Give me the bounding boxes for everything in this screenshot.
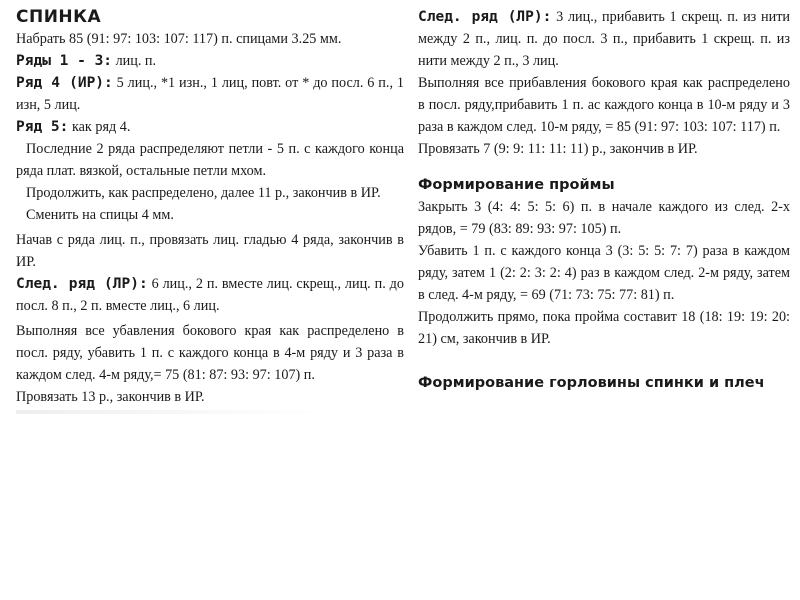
row-4-label: Ряд 4 (ИР): xyxy=(16,75,113,91)
right-column xyxy=(418,6,790,394)
cast-on-text: Набрать 85 (91: 97: 103: 107: 117) п. спицами 3.25 мм. xyxy=(16,31,342,47)
neck-shoulders-title: Формирование горловины спинки и плеч xyxy=(418,375,765,391)
rows-1-3-label: Ряды 1 - 3: xyxy=(16,53,113,69)
armhole-cast-off-text: Закрыть 3 (4: 4: 5: 5: 6) п. в начале каждого из след. 2-х рядов, = 79 (83: 89: 93: 97: 105) п. xyxy=(418,199,790,237)
next-row-increase-label: След. ряд (ЛР): xyxy=(418,9,552,25)
left-column xyxy=(16,6,404,414)
next-row-decrease xyxy=(16,273,404,317)
continue-11-text: Продолжить, как распределено, далее 11 р., закончив в ИР. xyxy=(26,185,381,201)
rows-1-3 xyxy=(16,50,404,72)
knit-7-text: Провязать 7 (9: 9: 11: 11: 11) р., закончив в ИР. xyxy=(418,141,698,157)
next-row-decrease-text: 6 лиц., 2 п. вместе лиц. скрещ., лиц. п. до посл. 8 п., 2 п. вместе лиц., 6 лиц. xyxy=(16,276,404,314)
row-5-text: как ряд 4. xyxy=(68,119,131,135)
change-needles-text: Сменить на спицы 4 мм. xyxy=(26,207,174,223)
decreases-text: Выполняя все убавления бокового края как распределено в посл. ряду, убавить 1 п. с каждого конца в 4-м ряду и 3 раза в каждом след. 4-м ряду,= 75 (81: 87: 93: 97: 107) п. xyxy=(16,323,404,383)
stockinette-text: Начав с ряда лиц. п., провязать лиц. гладью 4 ряда, закончив в ИР. xyxy=(16,232,404,270)
next-row-increase xyxy=(418,6,790,72)
next-row-increase-text: 3 лиц., прибавить 1 скрещ. п. из нити между 2 п., лиц. п. до посл. 3 п., прибавить 1 скрещ. п. из нити между 2 п., 3 лиц. xyxy=(418,9,791,69)
row-4 xyxy=(16,72,404,116)
knit-13-text: Провязать 13 р., закончив в ИР. xyxy=(16,389,205,405)
next-row-decrease-label: След. ряд (ЛР): xyxy=(16,276,148,292)
cropped-line xyxy=(16,410,404,414)
last-two-rows-text: Последние 2 ряда распределяют петли - 5 п. с каждого конца ряда плат. вязкой, остальные петли мхом. xyxy=(16,141,404,179)
armhole-straight-text: Продолжить прямо, пока пройма составит 18 (18: 19: 19: 20: 21) см, закончив в ИР. xyxy=(418,309,790,347)
armhole-decrease-text: Убавить 1 п. с каждого конца 3 (3: 5: 5: 7: 7) раза в каждом ряду, затем 1 (2: 2: 3: 2: 4) раз в каждом след. 2-м ряду, затем в след. 4-м ряду, = 69 (71: 73: 75: 77: 81) п. xyxy=(418,243,790,303)
increases-text: Выполняя все прибавления бокового края как распределено в посл. ряду,прибавить 1 п. ас каждого конца в 10-м ряду и 3 раза в каждом след. 10-м ряду, = 85 (91: 97: 103: 107: 117) п. xyxy=(418,75,790,135)
row-4-text: 5 лиц., *1 изн., 1 лиц, повт. от * до посл. 6 п., 1 изн, 5 лиц. xyxy=(16,75,404,113)
rows-1-3-text: лиц. п. xyxy=(112,53,157,69)
section-title-back: СПИНКА xyxy=(16,7,102,27)
row-5 xyxy=(16,116,404,138)
row-5-label: Ряд 5: xyxy=(16,119,69,135)
armhole-title: Формирование проймы xyxy=(418,177,615,193)
